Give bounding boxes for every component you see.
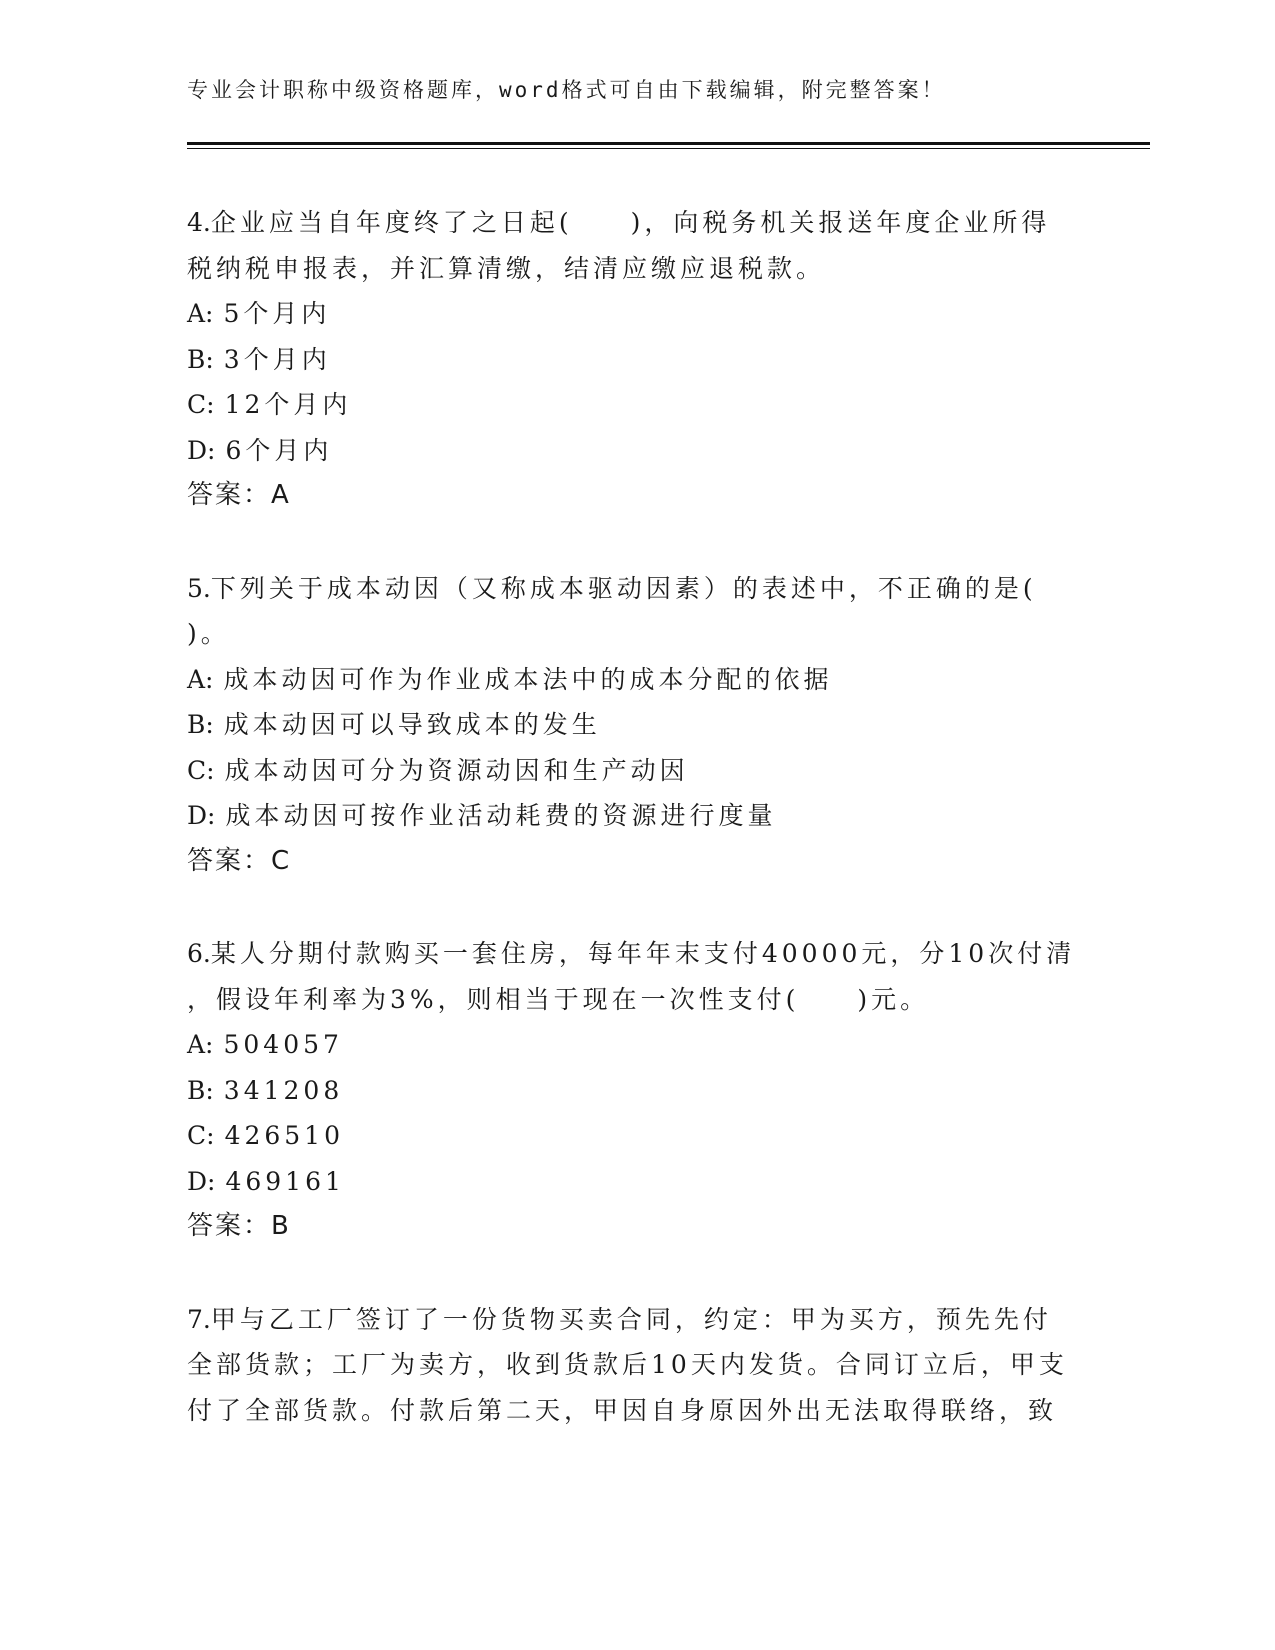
question-stem-line: 6.某人分期付款购买一套住房，每年年末支付40000元，分10次付清 (187, 939, 1076, 968)
answer-label: 答案：B (187, 1211, 291, 1241)
answer-label: 答案：C (187, 845, 292, 876)
option-text: 426510 (224, 1121, 344, 1150)
header-divider-thin (187, 148, 1150, 149)
option-letter: C: (187, 1121, 215, 1150)
question-stem-line: 付了全部货款。付款后第二天，甲因自身原因外出无法取得联络，致 (187, 1395, 1058, 1425)
option-text: 469161 (225, 1166, 345, 1196)
answer-label: 答案：A (187, 480, 291, 510)
option-text: 成本动因可以导致成本的发生 (223, 710, 601, 739)
option-text: 341208 (223, 1075, 344, 1105)
option-text: 成本动因可作为作业成本法中的成本分配的依据 (223, 664, 833, 694)
question-stem-line: 全部货款；工厂为卖方，收到货款后10天内发货。合同订立后，甲支 (187, 1350, 1068, 1379)
option-a (187, 657, 1077, 703)
option-a (187, 291, 1077, 337)
header-divider-thick (187, 142, 1150, 145)
option-letter: B: (187, 1075, 214, 1105)
question-stem-line: 税纳税申报表，并汇算清缴，结清应缴应退税款。 (187, 253, 826, 283)
option-b (187, 702, 1077, 748)
question-stem-line: )。 (187, 619, 230, 648)
option-letter: D: (187, 1166, 216, 1196)
question-stem-line: 7.甲与乙工厂签订了一份货物买卖合同，约定：甲为买方，预先先付 (187, 1304, 1052, 1334)
option-text: 504057 (223, 1030, 343, 1059)
question-7 (187, 1297, 1077, 1434)
question-5 (187, 566, 1077, 885)
option-letter: B: (187, 710, 214, 739)
question-number: 7. (187, 1304, 211, 1334)
question-stem-line: 5.下列关于成本动因（又称成本驱动因素）的表述中，不正确的是( (187, 573, 1037, 603)
question-number: 4. (187, 208, 211, 237)
option-letter: C: (187, 390, 215, 419)
option-d (187, 1159, 1077, 1205)
option-d (187, 793, 1077, 839)
option-letter: B: (187, 344, 214, 374)
question-list (187, 200, 1077, 1480)
option-c (187, 748, 1077, 794)
option-c (187, 382, 1077, 428)
option-letter: C: (187, 755, 215, 785)
option-b (187, 1068, 1077, 1114)
option-letter: A: (187, 299, 214, 328)
option-text: 成本动因可按作业活动耗费的资源进行度量 (225, 801, 777, 830)
option-text: 成本动因可分为资源动因和生产动因 (224, 755, 689, 785)
option-a (187, 1022, 1077, 1068)
question-stem-line: ，假设年利率为3%，则相当于现在一次性支付( )元。 (187, 984, 930, 1014)
option-letter: D: (187, 801, 216, 830)
question-6 (187, 931, 1077, 1250)
question-number: 5. (187, 573, 211, 603)
question-stem-line: 4.企业应当自年度终了之日起( )，向税务机关报送年度企业所得 (187, 208, 1051, 237)
option-letter: D: (187, 435, 216, 465)
option-b (187, 337, 1077, 383)
option-text: 6个月内 (225, 435, 333, 465)
option-text: 3个月内 (223, 344, 331, 374)
option-text: 5个月内 (223, 299, 331, 328)
option-letter: A: (187, 1030, 214, 1059)
option-d (187, 428, 1077, 474)
page-header: 专业会计职称中级资格题库，word格式可自由下载编辑，附完整答案！ (187, 78, 946, 102)
option-letter: A: (187, 664, 214, 694)
option-c (187, 1113, 1077, 1159)
question-4 (187, 200, 1077, 519)
option-text: 12个月内 (224, 390, 352, 419)
question-number: 6. (187, 939, 211, 968)
